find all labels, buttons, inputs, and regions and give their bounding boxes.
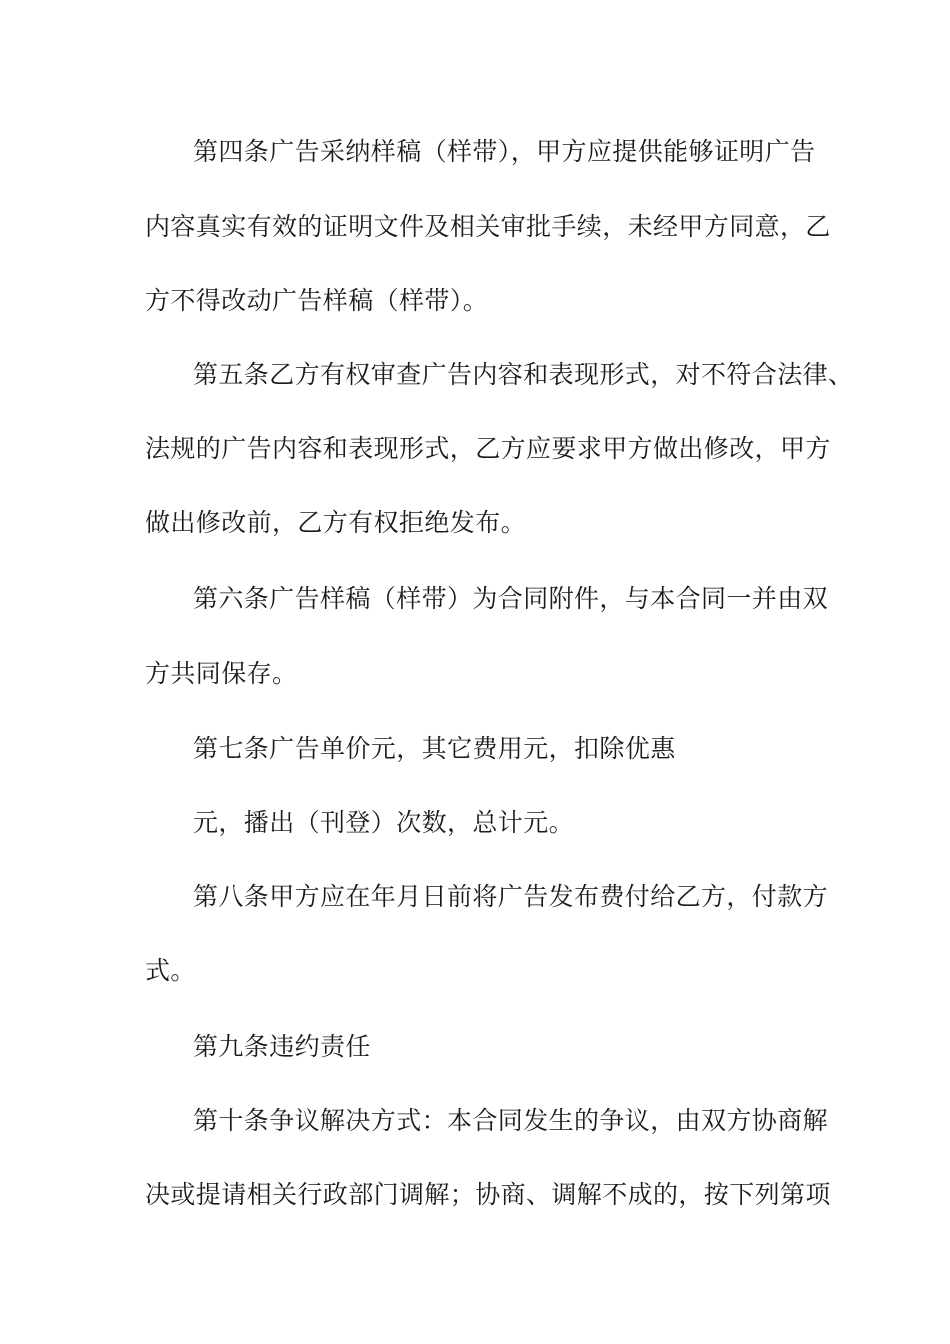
text-line-article-5-c: 做出修改前，乙方有权拒绝发布。 [145, 508, 527, 537]
text-line-article-7-a: 第七条广告单价元，其它费用元，扣除优惠 [193, 734, 676, 763]
text-line-article-4-a: 第四条广告采纳样稿（样带），甲方应提供能够证明广告 [193, 137, 816, 166]
text-line-article-9: 第九条违约责任 [193, 1032, 371, 1061]
text-line-article-8-a: 第八条甲方应在年月日前将广告发布费付给乙方，付款方 [193, 882, 829, 911]
text-line-article-6-a: 第六条广告样稿（样带）为合同附件，与本合同一并由双 [193, 584, 829, 613]
text-line-article-10-b: 决或提请相关行政部门调解；协商、调解不成的，按下列第项 [145, 1180, 831, 1209]
text-line-article-5-a: 第五条乙方有权审查广告内容和表现形式，对不符合法律、 [193, 360, 854, 389]
text-line-article-6-b: 方共同保存。 [145, 659, 298, 688]
text-line-article-4-c: 方不得改动广告样稿（样带）。 [145, 286, 489, 315]
text-line-article-5-b: 法规的广告内容和表现形式，乙方应要求甲方做出修改，甲方 [145, 434, 831, 463]
text-line-article-7-b: 元，播出（刊登）次数，总计元。 [193, 808, 575, 837]
text-line-article-10-a: 第十条争议解决方式：本合同发生的争议，由双方协商解 [193, 1106, 829, 1135]
text-line-article-4-b: 内容真实有效的证明文件及相关审批手续，未经甲方同意，乙 [145, 212, 831, 241]
text-line-article-8-b: 式。 [145, 956, 196, 985]
